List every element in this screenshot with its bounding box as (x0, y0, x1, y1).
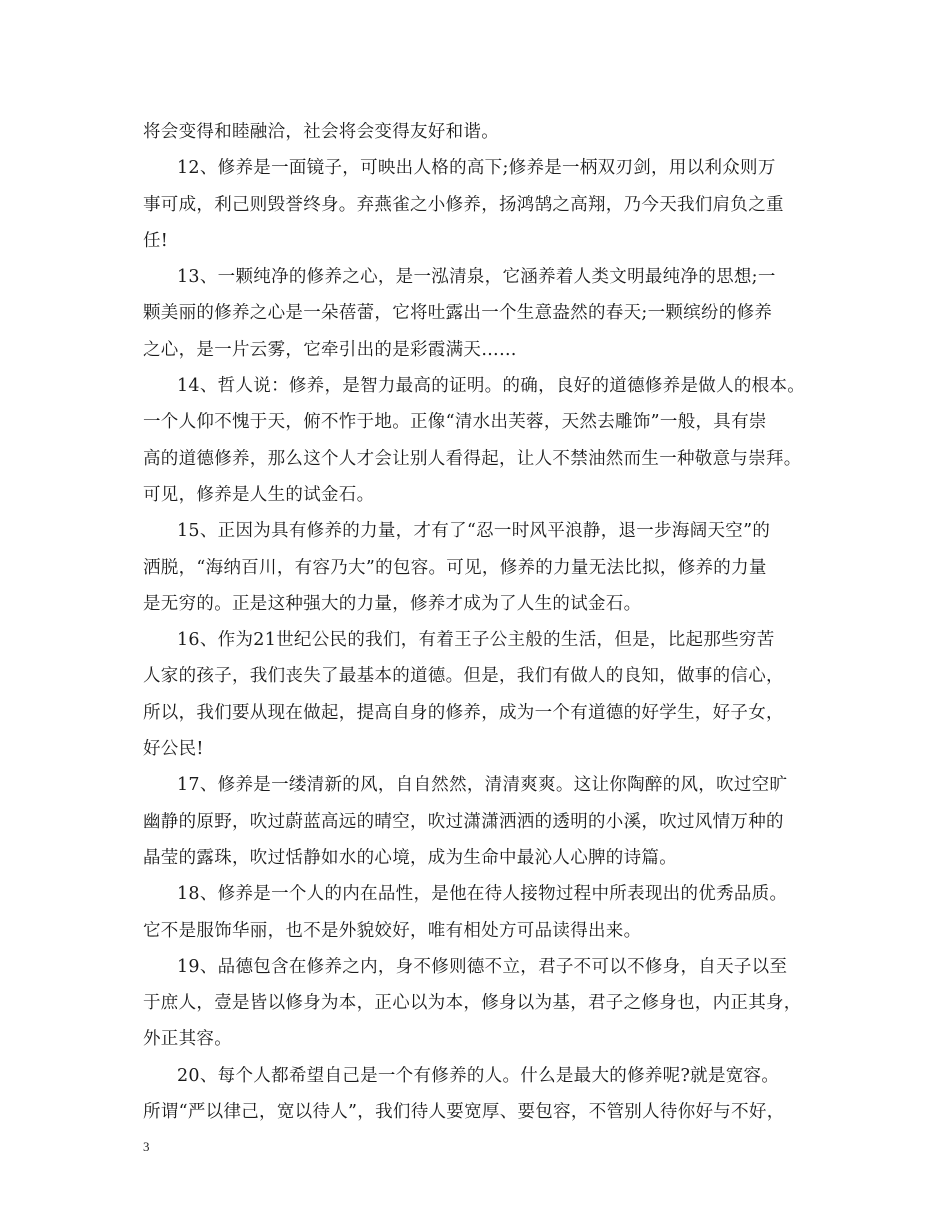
text-line: 事可成，利己则毁誉终身。弃燕雀之小修养，扬鸿鹄之高翔，乃今天我们肩负之重 (143, 194, 784, 215)
page-number: 3 (143, 1139, 150, 1154)
text-line: 将会变得和睦融洽，社会将会变得友好和谐。 (143, 122, 499, 142)
paragraph-start-line: 14、哲人说：修养，是智力最高的证明。的确，良好的道德修养是做人的根本。 (177, 376, 806, 397)
text-line: 外正其容。 (143, 1029, 232, 1050)
text-line: 可见，修养是人生的试金石。 (143, 484, 375, 505)
text-line: 幽静的原野，吹过蔚蓝高远的晴空，吹过潇潇洒洒的透明的小溪，吹过风情万种的 (143, 811, 784, 832)
paragraph-start-line: 13、一颗纯净的修养之心，是一泓清泉，它涵养着人类文明最纯净的思想;一 (177, 267, 776, 288)
paragraph-start-line: 18、修养是一个人的内在品性，是他在待人接物过程中所表现出的优秀品质。 (177, 884, 788, 905)
document-body (143, 114, 828, 1130)
paragraph-start-line: 20、每个人都希望自己是一个有修养的人。什么是最大的修养呢?就是宽容。 (177, 1065, 780, 1086)
text-line: 洒脱，“海纳百川，有容乃大”的包容。可见，修养的力量无法比拟，修养的力量 (143, 557, 767, 578)
text-line: 一个人仰不愧于天，俯不怍于地。正像“清水出芙蓉，天然去雕饰”一般，具有崇 (143, 412, 767, 433)
text-line: 是无穷的。正是这种强大的力量，修养才成为了人生的试金石。 (143, 593, 642, 614)
text-line: 所以，我们要从现在做起，提高自身的修养，成为一个有道德的好学生，好子女， (143, 702, 784, 723)
text-line: 人家的孩子，我们丧失了最基本的道德。但是，我们有做人的良知，做事的信心， (143, 666, 784, 687)
paragraph-start-line: 16、作为21世纪公民的我们，有着王子公主般的生活，但是，比起那些穷苦 (177, 630, 775, 651)
text-line: 之心，是一片云雾，它牵引出的是彩霞满天…… (143, 339, 517, 360)
text-line: 它不是服饰华丽，也不是外貌姣好，唯有相处方可品读得出来。 (143, 920, 642, 941)
text-line: 所谓“严以律己，宽以待人”，我们待人要宽厚、要包容，不管别人待你好与不好， (143, 1102, 785, 1123)
text-line: 晶莹的露珠，吹过恬静如水的心境，成为生命中最沁人心脾的诗篇。 (143, 847, 677, 868)
text-line: 好公民! (143, 739, 204, 760)
text-line: 任! (143, 230, 169, 251)
text-line: 于庶人，壹是皆以修身为本，正心以为本，修身以为基，君子之修身也，内正其身， (143, 993, 802, 1014)
paragraph-start-line: 12、修养是一面镜子，可映出人格的高下;修养是一柄双刃剑，用以利众则万 (177, 158, 776, 179)
paragraph-start-line: 19、品德包含在修养之内，身不修则德不立，君子不可以不修身，自天子以至 (177, 956, 788, 977)
paragraph-start-line: 15、正因为具有修养的力量，才有了“忍一时风平浪静，退一步海阔天空”的 (177, 521, 771, 542)
text-line: 颗美丽的修养之心是一朵蓓蕾，它将吐露出一个生意盎然的春天;一颗缤纷的修养 (143, 303, 773, 324)
paragraph-start-line: 17、修养是一缕清新的风，自自然然，清清爽爽。这让你陶醉的风，吹过空旷 (177, 775, 788, 796)
text-line: 高的道德修养，那么这个人才会让别人看得起，让人不禁油然而生一种敬意与崇拜。 (143, 448, 802, 469)
